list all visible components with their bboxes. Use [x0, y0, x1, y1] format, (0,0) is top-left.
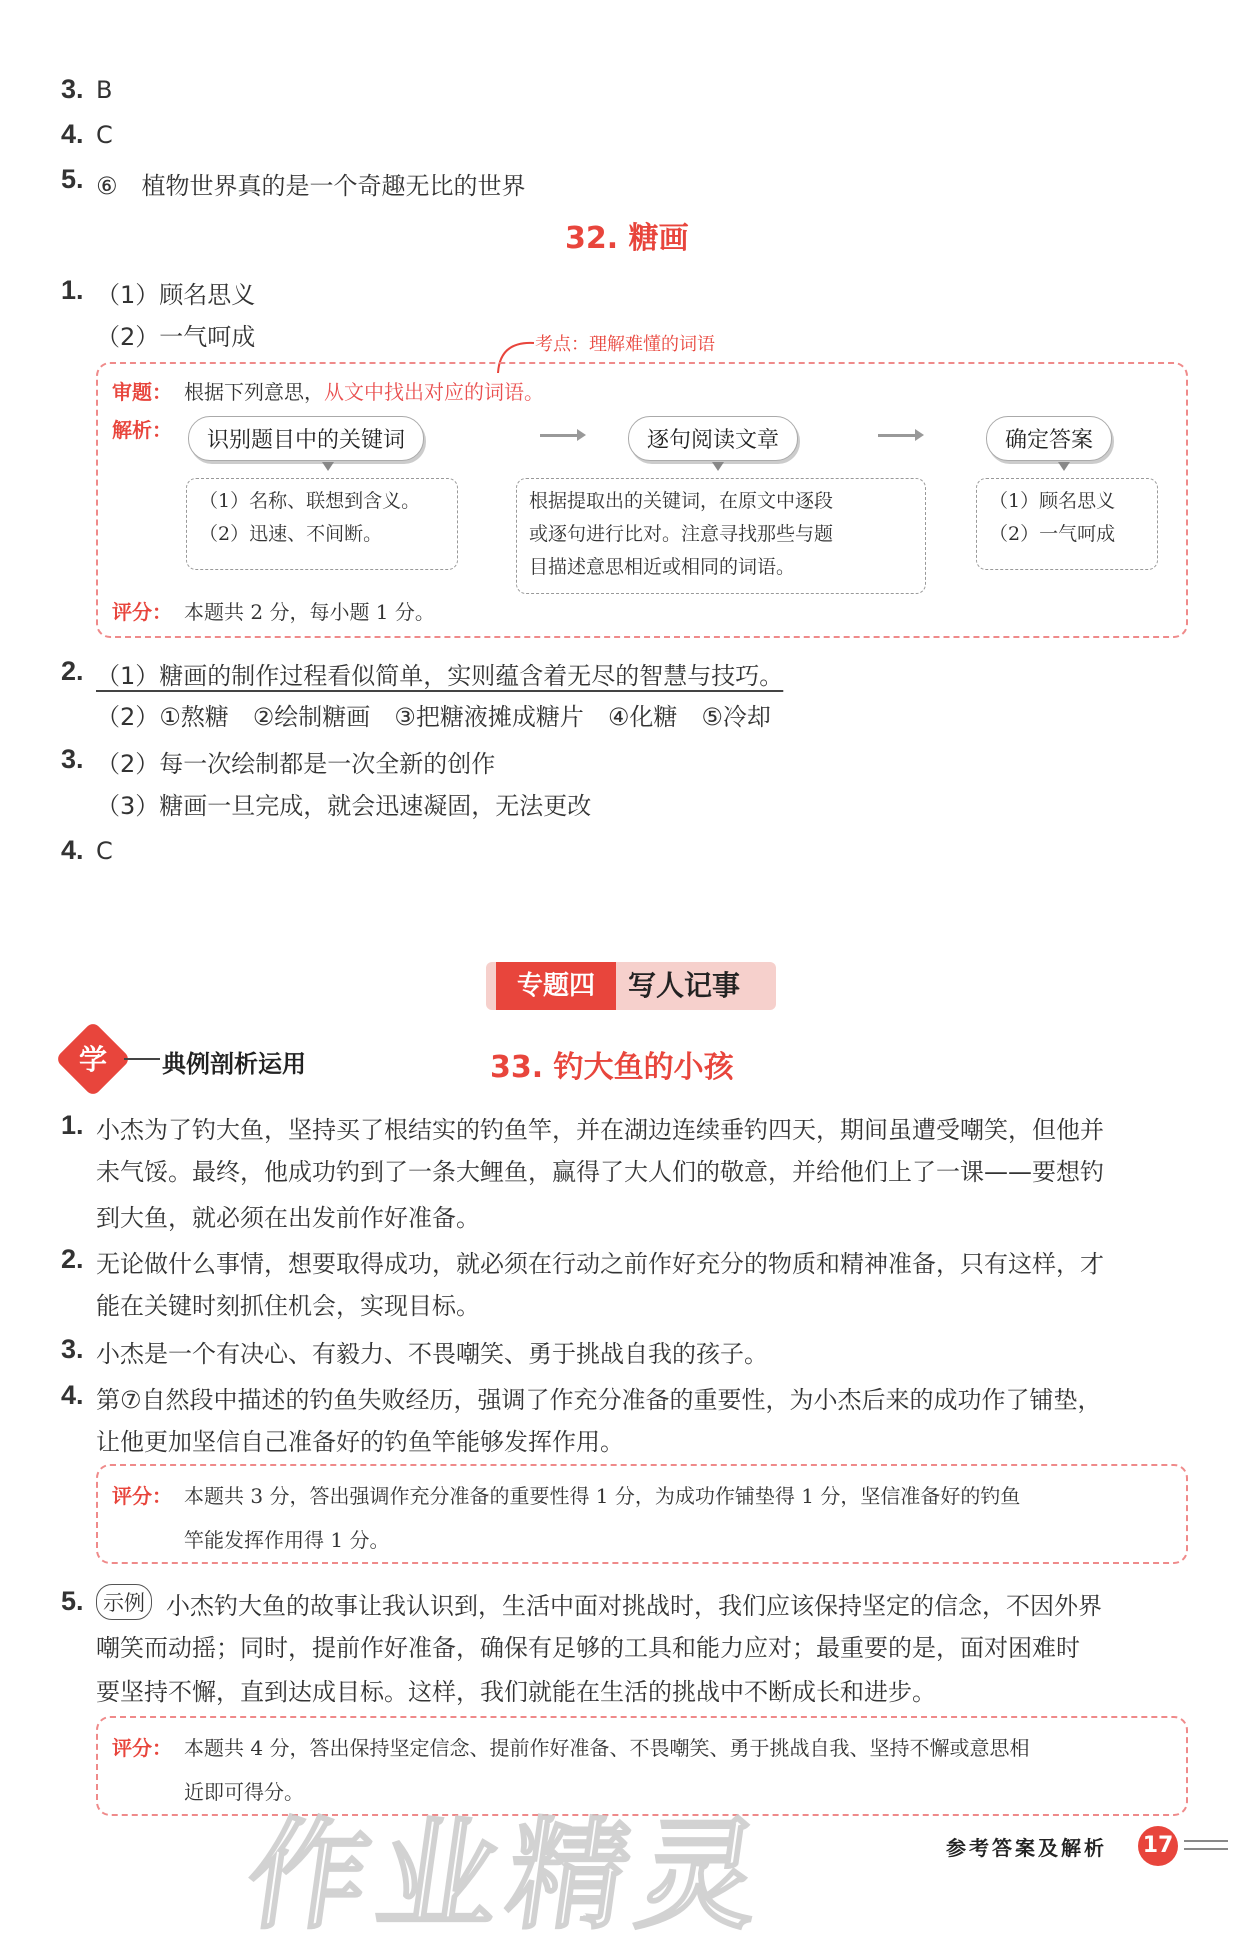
- footer-label: 参考答案及解析: [946, 1836, 1107, 1860]
- step-confirm-answer: 确定答案: [986, 416, 1112, 461]
- score-q4-line1: 本题共 3 分，答出强调作充分准备的重要性得 1 分，为成功作铺垫得 1 分，坚信准备好的钓鱼: [184, 1484, 1021, 1508]
- q5-number: 5.: [61, 164, 84, 194]
- score-q5-label: 评分：: [112, 1736, 172, 1760]
- step-identify-keywords: 识别题目中的关键词: [188, 416, 424, 461]
- s33-q1-number: 1.: [61, 1110, 84, 1140]
- pingfen-text: 本题共 2 分，每小题 1 分。: [184, 600, 435, 624]
- shenti-text: 根据下列意思，从文中找出对应的词语。: [184, 380, 544, 404]
- s32-q3-a2: （3）糖画一旦完成，就会迅速凝固，无法更改: [96, 792, 592, 820]
- kaodian-note: 考点：理解难懂的词语: [535, 334, 715, 355]
- s32-q1-number: 1.: [61, 275, 84, 305]
- score-q4-line2: 竿能发挥作用得 1 分。: [184, 1528, 390, 1552]
- jiexi-label: 解析：: [112, 418, 172, 442]
- q3-answer: B: [96, 76, 113, 104]
- s33-q4-line2: 让他更加坚信自己准备好的钓鱼竿能够发挥作用。: [96, 1428, 624, 1456]
- s33-q1-line1: 小杰为了钓大鱼，坚持买了根结实的钓鱼竿，并在湖边连续垂钓四天，期间虽遭受嘲笑，但他并: [96, 1116, 1104, 1144]
- footer-rule-2: [1184, 1848, 1228, 1850]
- footer-rule-1: [1184, 1840, 1228, 1842]
- score-q5-line1: 本题共 4 分，答出保持坚定信念、提前作好准备、不畏嘲笑、勇于挑战自我、坚持不懈或意思相: [184, 1736, 1030, 1760]
- page-number: 17: [1138, 1826, 1178, 1866]
- s33-q2-line2: 能在关键时刻抓住机会，实现目标。: [96, 1292, 480, 1320]
- section-rule: [124, 1058, 160, 1060]
- q5-answer: ⑥ 植物世界真的是一个奇趣无比的世界: [96, 172, 526, 200]
- down-arrow-1: [322, 462, 334, 471]
- topic-name: 写人记事: [628, 969, 741, 1002]
- topic-tag: 专题四: [496, 962, 616, 1010]
- s32-q4-number: 4.: [61, 835, 84, 865]
- q3-number: 3.: [61, 74, 84, 104]
- example-tag: 示例: [96, 1584, 152, 1620]
- s32-q4-answer: C: [96, 837, 113, 865]
- s32-q3-number: 3.: [61, 744, 84, 774]
- score-q5-line2: 近即可得分。: [184, 1780, 304, 1804]
- step-arrow-2: [878, 434, 918, 437]
- s33-q5-line3: 要坚持不懈，直到达成目标。这样，我们就能在生活的挑战中不断成长和进步。: [96, 1678, 936, 1706]
- s32-q3-a1: （2）每一次绘制都是一次全新的创作: [96, 750, 496, 778]
- s33-q5-number: 5.: [61, 1586, 84, 1616]
- pingfen-label: 评分：: [112, 600, 172, 624]
- s33-q4-line1: 第⑦自然段中描述的钓鱼失败经历，强调了作充分准备的重要性，为小杰后来的成功作了铺垫，: [96, 1386, 1102, 1414]
- down-arrow-3: [1058, 462, 1070, 471]
- s32-q1-a2: （2）一气呵成: [96, 323, 256, 351]
- s33-q2-number: 2.: [61, 1244, 84, 1274]
- s33-q5-line1: 小杰钓大鱼的故事让我认识到，生活中面对挑战时，我们应该保持坚定的信念，不因外界: [166, 1592, 1102, 1620]
- s33-q2-line1: 无论做什么事情，想要取得成功，就必须在行动之前作好充分的物质和精神准备，只有这样，才: [96, 1250, 1104, 1278]
- s32-q2-a2: （2）①熬糖 ②绘制糖画 ③把糖液摊成糖片 ④化糖 ⑤冷却: [96, 703, 771, 731]
- s32-q1-a1: （1）顾名思义: [96, 281, 256, 309]
- detail-box-2: 根据提取出的关键词，在原文中逐段 或逐句进行比对。注意寻找那些与题 目描述意思相近或相同的词语。: [516, 478, 926, 594]
- s33-q5-line2: 嘲笑而动摇；同时，提前作好准备，确保有足够的工具和能力应对；最重要的是，面对困难时: [96, 1634, 1080, 1662]
- watermark: 作业精灵: [238, 1807, 779, 1946]
- down-arrow-2: [712, 462, 724, 471]
- detail-box-3: （1）顾名思义 （2）一气呵成: [976, 478, 1158, 570]
- s33-q4-number: 4.: [61, 1380, 84, 1410]
- s33-q3-number: 3.: [61, 1334, 84, 1364]
- s32-q2-number: 2.: [61, 656, 84, 686]
- detail-box-1: （1）名称、联想到含义。 （2）迅速、不间断。: [186, 478, 458, 570]
- s33-q1-line2: 未气馁。最终，他成功钓到了一条大鲤鱼，赢得了大人们的敬意，并给他们上了一课——要想钓: [96, 1158, 1104, 1186]
- q4-answer: C: [96, 121, 113, 149]
- step-read-sentences: 逐句阅读文章: [628, 416, 798, 461]
- s33-q3-answer: 小杰是一个有决心、有毅力、不畏嘲笑、勇于挑战自我的孩子。: [96, 1340, 768, 1368]
- section-badge: 学: [78, 1043, 107, 1076]
- step-arrow-1: [540, 434, 580, 437]
- lesson-33-title: 33. 钓大鱼的小孩: [490, 1050, 734, 1085]
- section-label: 典例剖析运用: [162, 1050, 306, 1078]
- s32-q2-a1: （1）糖画的制作过程看似简单，实则蕴含着无尽的智慧与技巧。: [96, 662, 784, 690]
- score-q4-label: 评分：: [112, 1484, 172, 1508]
- q4-number: 4.: [61, 119, 84, 149]
- shenti-label: 审题：: [112, 380, 172, 404]
- s33-q1-line3: 到大鱼，就必须在出发前作好准备。: [96, 1204, 480, 1232]
- lesson-32-title: 32. 糖画: [565, 221, 689, 256]
